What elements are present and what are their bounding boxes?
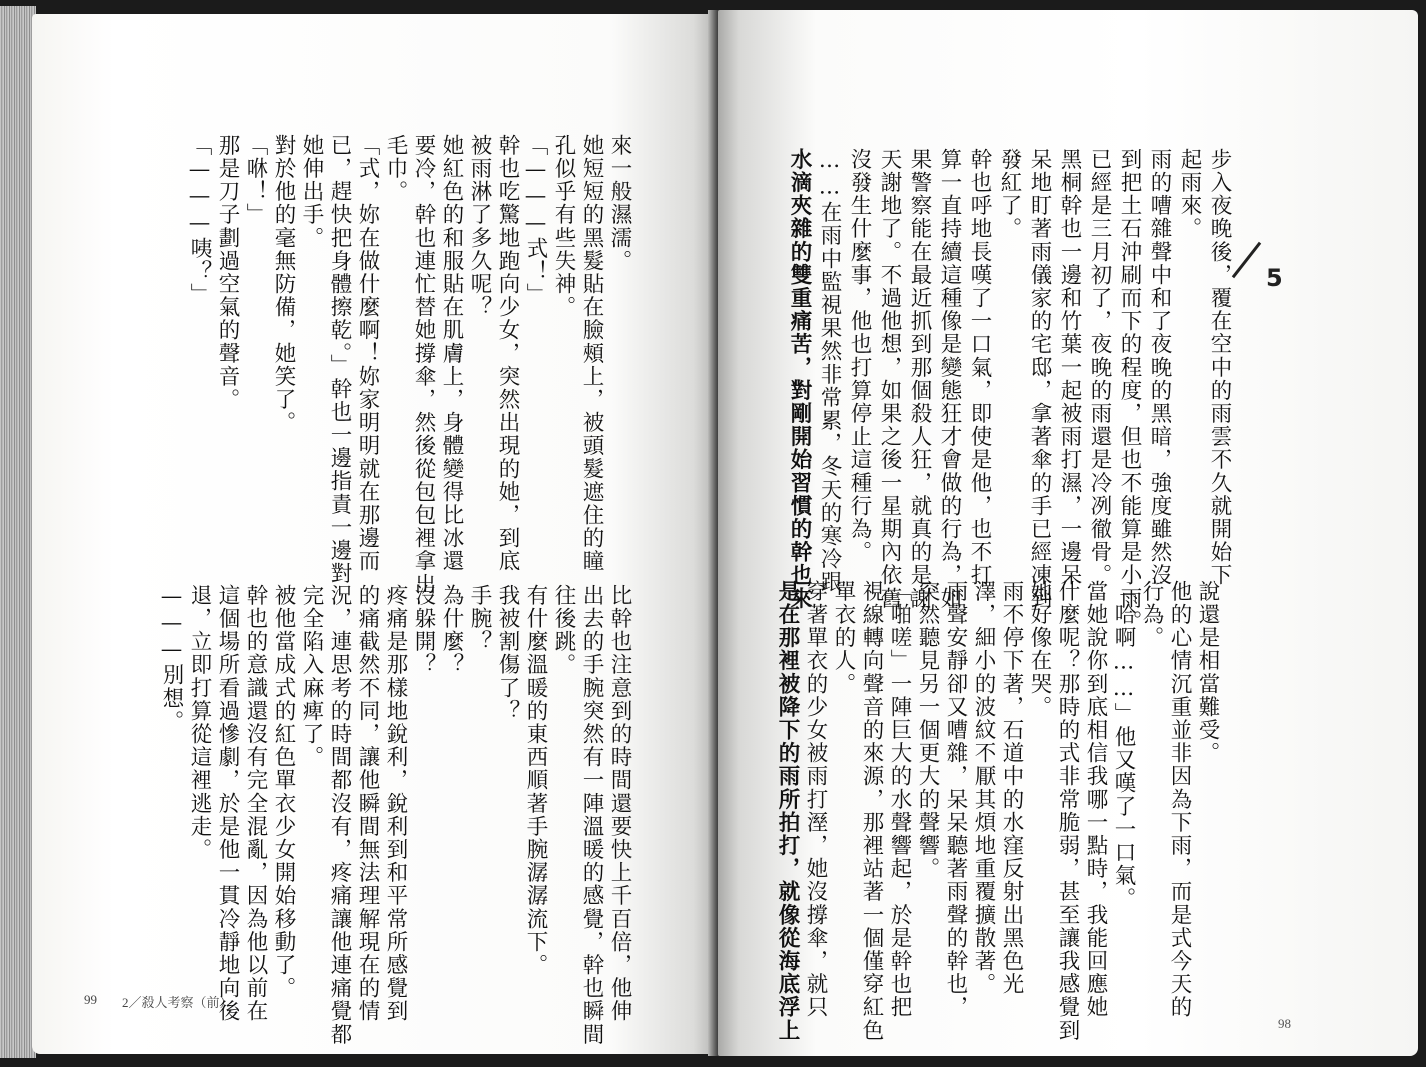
right-lower-column: 雨聲安靜卻又嘈雜，呆呆聽著雨聲的幹也，	[943, 580, 968, 1019]
left-upper-column: 要冷，幹也連忙替她撐傘，然後從包包裡拿出	[411, 134, 436, 596]
right-upper-column: 發紅了。	[997, 148, 1022, 241]
left-upper-column: 「———咦？」	[187, 134, 212, 307]
left-upper-column: 孔似乎有些失神。	[551, 134, 576, 319]
left-lower-column: 沒躲開？	[411, 584, 436, 677]
left-lower-column: 為什麼？	[439, 584, 464, 677]
right-upper-column: 黑桐幹也一邊和竹葉一起被雨打濕，一邊呆	[1057, 148, 1082, 587]
right-upper-column: ……在雨中監視果然非常累，冬天的寒冷跟	[817, 148, 842, 594]
left-upper-column: 「式，妳在做什麼啊！妳家明明就在那邊而	[355, 134, 380, 573]
right-lower-column: 什麼呢？那時的式非常脆弱，甚至讓我感覺到	[1055, 580, 1080, 1042]
page-number-left: 99	[84, 992, 97, 1007]
left-upper-column: 那是刀子劃過空氣的聲音。	[215, 134, 240, 412]
left-lower-column: 況，連思考的時間都沒有，疼痛讓他連痛覺都	[327, 584, 352, 1046]
left-lower-column: 有什麼溫暖的東西順著手腕潺潺流下。	[523, 584, 548, 977]
right-upper-column: 沒發生什麼事，他也打算停止這種行為。	[847, 148, 872, 564]
left-lower-column: 往後跳。	[551, 584, 576, 677]
left-upper-column: 已，趕快把身體擦乾。」幹也一邊指責一邊對	[327, 134, 352, 586]
left-lower-column: ———別想。	[159, 584, 184, 734]
chapter-number: 5	[1266, 264, 1283, 292]
left-upper-column: 她伸出手。	[299, 134, 324, 250]
right-upper-column: 果警察能在最近抓到那個殺人狂，就真的是謝	[907, 148, 932, 610]
right-page	[718, 10, 1418, 1056]
right-lower-column: 單衣的人。	[831, 580, 856, 696]
left-lower-column: 幹也的意識還沒有完全混亂，因為他以前在	[243, 584, 268, 1023]
left-page	[32, 14, 714, 1054]
right-lower-column: 是在那裡被降下的雨所拍打，就像從海底浮上	[775, 580, 800, 1042]
right-upper-column: 已經是三月初了，夜晚的雨還是冷冽徹骨。	[1087, 148, 1112, 587]
left-lower-column: 出去的手腕突然有一陣溫暖的感覺，幹也瞬間	[579, 584, 604, 1046]
right-lower-column: 行為。	[1139, 580, 1164, 650]
chapter-slash	[1232, 242, 1261, 279]
left-upper-column: 幹也吃驚地跑向少女，突然出現的她，到底	[495, 134, 520, 573]
right-upper-column: 水滴夾雜的雙重痛苦，對剛開始習慣的幹也來	[787, 148, 812, 610]
left-upper-column: 被雨淋了多久呢？	[467, 134, 492, 319]
left-lower-column: 比幹也注意到的時間還要快上千百倍，他伸	[607, 584, 632, 1023]
left-lower-column: 這個場所看過慘劇，於是他一貫冷靜地向後	[215, 584, 240, 1023]
right-upper-column: 步入夜晚後，覆在空中的雨雲不久就開始下	[1207, 148, 1232, 587]
left-lower-column: 我被割傷了？	[495, 584, 520, 723]
right-lower-column: 當她說你到底相信我哪一點時，我能回應她	[1083, 580, 1108, 1019]
right-upper-column: 天謝地了。不過他想，如果之後一星期內依舊	[877, 148, 902, 610]
page-edges	[0, 6, 36, 1058]
left-lower-column: 被他當成式的紅色單衣少女開始移動了。	[271, 584, 296, 1000]
right-upper-column: 到把土石沖刷而下的程度，但也不能算是小雨。	[1117, 148, 1142, 634]
left-upper-column: 「———式！」	[523, 134, 548, 307]
right-upper-column: 起雨來。	[1177, 148, 1202, 241]
page-number-right: 98	[1278, 1016, 1291, 1031]
left-lower-column: 的痛截然不同，讓他瞬間無法理解現在的情	[355, 584, 380, 1023]
left-upper-column: 來一般濕濡。	[607, 134, 632, 273]
left-lower-column: 疼痛是那樣地銳利，銳利到和平常所感覺到	[383, 584, 408, 1023]
right-lower-column: 雨不停下著，石道中的水窪反射出黑色光	[999, 580, 1024, 996]
right-upper-column: 雨的嘈雜聲中和了夜晚的黑暗，強度雖然沒	[1147, 148, 1172, 587]
left-lower-column: 手腕？	[467, 584, 492, 654]
right-upper-column: 算一直持續這種像是變態狂才會做的行為，如	[937, 148, 962, 610]
right-lower-column: 「啪嗟」一陣巨大的水聲響起，於是幹也把	[887, 580, 912, 1019]
right-lower-column: 說還是相當難受。	[1195, 580, 1220, 765]
right-upper-column: 幹也呼地長嘆了一口氣，即使是他，也不打	[967, 148, 992, 587]
right-lower-column: 視線轉向聲音的來源，那裡站著一個僅穿紅色	[859, 580, 884, 1042]
left-lower-column: 退，立即打算從這裡逃走。	[187, 584, 212, 862]
right-lower-column: 他的心情沉重並非因為下雨，而是式今天的	[1167, 580, 1192, 1019]
left-lower-column: 完全陷入麻痺了。	[299, 584, 324, 769]
right-lower-column: 突然聽見另一個更大的聲響。	[915, 580, 940, 881]
right-lower-column: 澤，細小的波紋不厭其煩地重覆擴散著。	[971, 580, 996, 996]
left-upper-column: 毛巾。	[383, 134, 408, 204]
right-lower-column: 她好像在哭。	[1027, 580, 1052, 719]
left-upper-column: 她短短的黑髮貼在臉頰上，被頭髮遮住的瞳	[579, 134, 604, 573]
left-upper-column: 對於他的毫無防備，她笑了。	[271, 134, 296, 435]
left-upper-column: 「咻！」	[243, 134, 268, 227]
left-upper-column: 她紅色的和服貼在肌膚上，身體變得比冰還	[439, 134, 464, 573]
right-lower-column: 穿著單衣的少女被雨打溼，她沒撐傘，就只	[803, 580, 828, 1019]
right-upper-column: 呆地盯著雨儀家的宅邸，拿著傘的手已經凍到	[1027, 148, 1052, 610]
right-lower-column: 「哈啊……」他又嘆了一口氣。	[1111, 580, 1136, 911]
running-head: 2／殺人考察（前）	[122, 995, 233, 1010]
